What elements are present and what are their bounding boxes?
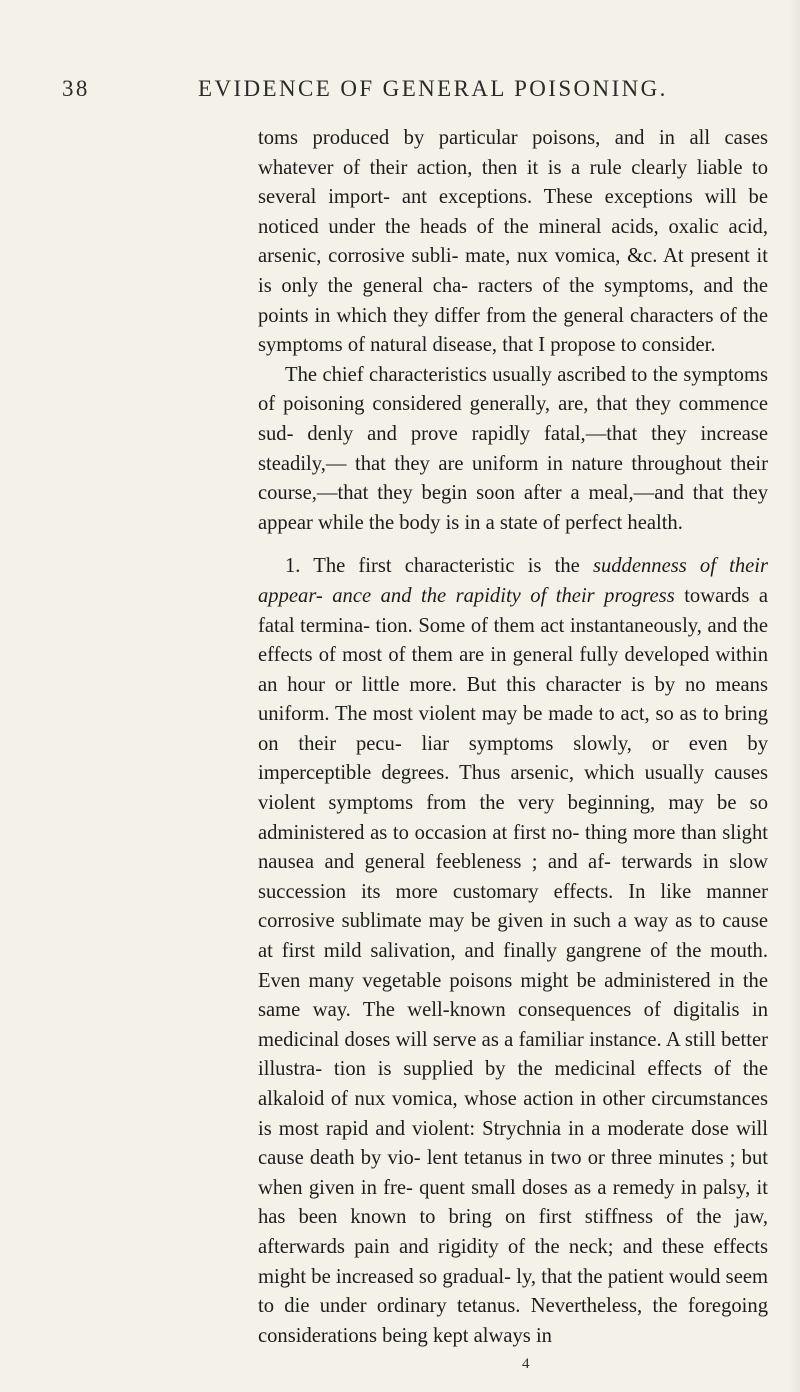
page-number: 38 — [62, 76, 90, 101]
running-title: EVIDENCE OF GENERAL POISONING. — [198, 76, 668, 101]
paragraph-first-characteristic — [258, 552, 768, 1351]
paragraph-characteristics: The chief characteristics usually ascribed to the symptoms of poisoning considered generally, are, that they commence sud- denly and prove rapidly fatal,—that they increase steadily,— that they are uniform in nature throughout their course,—that they begin soon after a meal,—and that they appear while the body is in a state of perfect health. — [258, 363, 768, 534]
page-edge-shadow — [790, 0, 800, 1392]
paragraph-lead: 1. The first characteristic is the — [285, 555, 593, 578]
running-head — [60, 74, 700, 110]
paragraph-body: towards a fatal termina- tion. Some of them act instantaneously, and the effects of most of them are in general fully developed within an hour or little more. But this character is by no means uniform. The most violent may be made to act, so as to bring on their pecu- liar symptoms slowly, or even by imperceptible degrees. Thus arsenic, which usually causes violent symptoms from the very beginning, may be so administered as to occasion at first no- thing more than slight nausea and general feebleness ; and af- terwards in slow succession its more customary effects. In like manner corrosive sublimate may be given in such a way as to cause at first mild salivation, and finally gangrene of the mouth. Even many vegetable poisons might be administered in the same way. The well-known consequences of digitalis in medicinal doses will serve as a familiar instance. A still better illustra- tion is supplied by the medicinal effects of the alkaloid of nux vomica, whose action in other circumstances is most rapid and violent: Strychnia in a moderate dose will cause death by vio- lent tetanus in two or three minutes ; but when given in fre- quent small doses as a remedy in palsy, it has been known to bring on first stiffness of the jaw, afterwards pain and rigidity of the neck; and these effects might be increased so gradual- ly, that the patient would seem to die under ordinary tetanus. Nevertheless, the foregoing considerations being kept always in — [258, 584, 769, 1347]
signature-mark: 4 — [522, 1356, 530, 1372]
italic-phrase: suddenness of their appear- ance and the rapidity of their progress — [258, 555, 768, 607]
paragraph-continuation: toms produced by particular poisons, and in all cases whatever of their action, then it is a rule clearly liable to several import- ant exceptions. These exceptions will be noticed under the heads of the mineral acids, oxalic acid, arsenic, corrosive subli- mate, nux vomica, &c. At present it is only the general cha- racters of the symptoms, and the points in which they differ from the general characters of the symptoms of natural disease, that I propose to consider. — [258, 127, 768, 357]
body-text — [258, 124, 768, 1351]
